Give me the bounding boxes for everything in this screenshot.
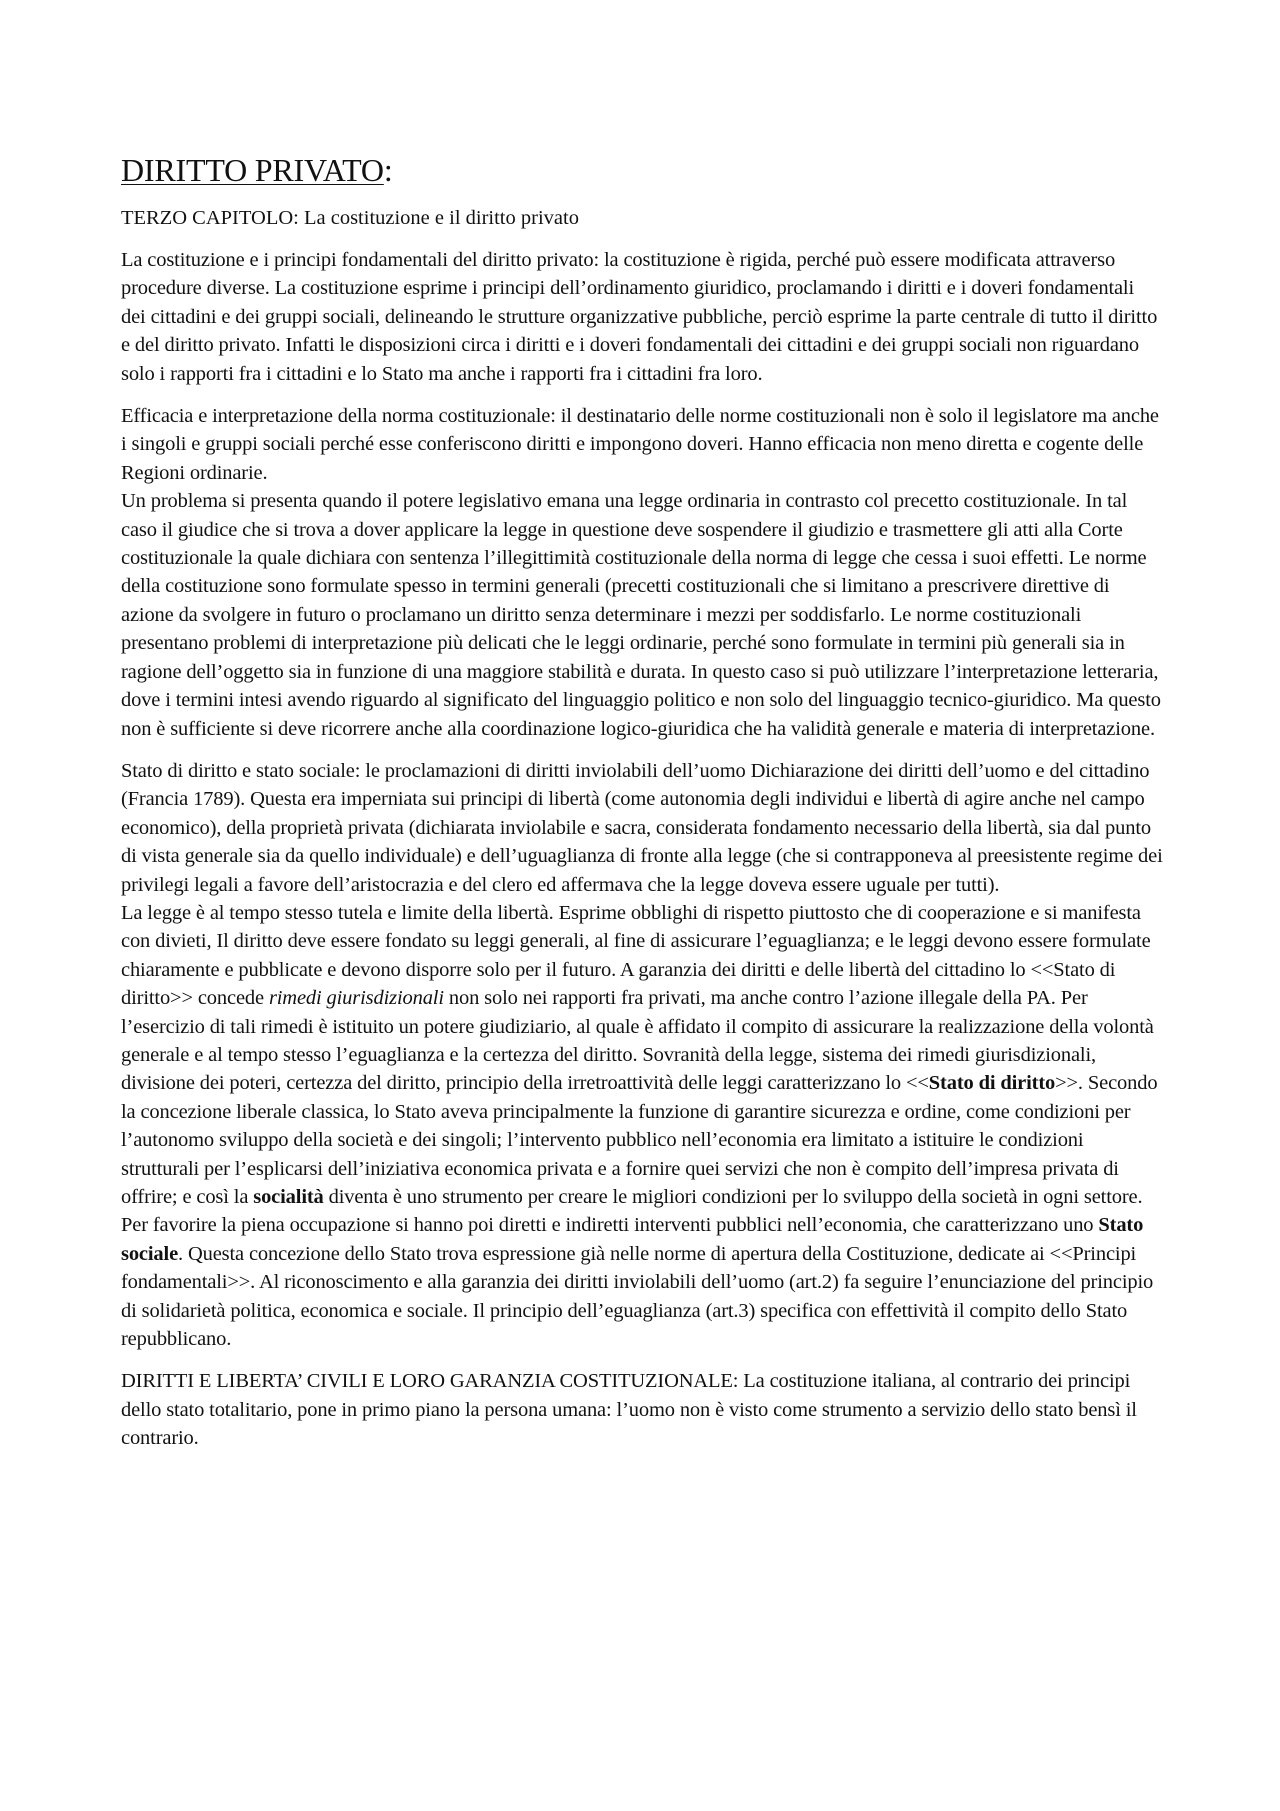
chapter-heading: TERZO CAPITOLO: La costituzione e il diritto privato xyxy=(121,207,579,229)
italic-term: rimedi giurisdizionali xyxy=(268,987,444,1010)
document-page xyxy=(121,150,1163,1467)
bold-term: Stato di diritto xyxy=(928,1072,1056,1095)
paragraph-costituzione-principi: La costituzione e i principi fondamentali del diritto privato: la costituzione è rigida, perché può essere modificata attraverso procedure diverse. La costituzione esprime i principi dell’ordinamento giuridico, proclamando i diritti e i doveri fondamentali dei cittadini e dei gruppi sociali, delineando le strutture organizzative pubbliche, perciò esprime la parte centrale di tutto il diritto e del diritto privato. Infatti le disposizioni circa i diritti e i doveri fondamentali dei cittadini e dei gruppi sociali non riguardano solo i rapporti fra i cittadini e lo Stato ma anche i rapporti fra i cittadini fra loro. xyxy=(121,249,1158,385)
text-run: >>. Secondo la concezione liberale classica, lo Stato aveva principalmente la funzione di garantire sicurezza e ordine, come condizioni per l’autonomo sviluppo della società e dei singoli; l’intervento pubblico nell’economia era limitato a istituire le condizioni strutturali per l’esplicarsi dell’iniziativa economica privata e a fornire quei servizi che non è compito dell’impresa privata di offrire; e così la xyxy=(121,1072,1158,1208)
page-title xyxy=(121,150,1163,190)
text-run: diventa è uno strumento per creare le migliori condizioni per lo sviluppo della società in ogni settore. xyxy=(323,1186,1143,1208)
paragraph-stato-sociale xyxy=(121,1211,1163,1353)
text-run: non solo nei rapporti fra privati, ma anche contro l’azione illegale della PA. Per l’esercizio di tali rimedi è istituito un potere giudiziario, al quale è affidato il compito di assicurare la realizzazione della volontà generale e al tempo stesso l’eguaglianza e la certezza del diritto. Sovranità della legge, sistema dei rimedi giurisdizionali, divisione dei poteri, certezza del diritto, principio della irretroattività delle leggi caratterizzano lo << xyxy=(121,987,1154,1095)
bold-term: socialità xyxy=(253,1186,324,1208)
page-title-colon: : xyxy=(383,152,393,188)
text-run: La legge è al tempo stesso tutela e limite della libertà. Esprime obblighi di rispetto piuttosto che di cooperazione e si manifesta con divieti, Il diritto deve essere fondato su leggi generali, al fine di assicurare l’eguaglianza; e le leggi devono essere formulate chiaramente e pubblicate e devono disporre solo per il futuro. A garanzia dei diritti e delle libertà del cittadino lo <<Stato di diritto>> concede xyxy=(121,901,1151,1010)
paragraph-efficacia-interpretazione: Efficacia e interpretazione della norma costituzionale: il destinatario delle norme costituzionali non è solo il legislatore ma anche i singoli e gruppi sociali perché esse conferiscono diritti e impongono doveri. Hanno efficacia non meno diretta e cogente delle Regioni ordinarie. xyxy=(121,405,1159,484)
bold-term: Stato sociale xyxy=(121,1214,1144,1265)
text-run: . Questa concezione dello Stato trova espressione già nelle norme di apertura della Costituzione, dedicate ai <<Principi fondamentali>>. Al riconoscimento e alla garanzia dei diritti inviolabili dell’uomo (art.2) fa seguire l’enunciazione del principio di solidarietà politica, economica e sociale. Il principio dell’eguaglianza (art.3) specifica con effettività il compito dello Stato repubblicano. xyxy=(121,1242,1154,1351)
page-title-text: DIRITTO PRIVATO xyxy=(121,152,384,188)
paragraph-stato-di-diritto: Stato di diritto e stato sociale: le proclamazioni di diritti inviolabili dell’uomo Dichiarazione dei diritti dell’uomo e del cittadino (Francia 1789). Questa era imperniata sui principi di libertà (come autonomia degli individui e libertà di agire anche nel campo economico), della proprietà privata (dichiarata inviolabile e sacra, considerata fondamento necessario della libertà, sia dal punto di vista generale sia da quello individuale) e dell’uguaglianza di fronte alla legge (che si contrapponeva al preesistente regime dei privilegi legali a favore dell’aristocrazia e del clero ed affermava che la legge doveva essere uguale per tutti). xyxy=(121,759,1163,896)
paragraph-legge-tutela xyxy=(121,899,1163,1211)
paragraph-problema-legislativo: Un problema si presenta quando il potere legislativo emana una legge ordinaria in contrasto col precetto costituzionale. In tal caso il giudice che si trova a dover applicare la legge in questione deve sospendere il giudizio e trasmettere gli atti alla Corte costituzionale la quale dichiara con sentenza l’illegittimità costituzionale della norma di legge che cessa i suoi effetti. Le norme della costituzione sono formulate spesso in termini generali (precetti costituzionali che si limitano a prescrivere direttive di azione da svolgere in futuro o proclamano un diritto senza determinare i mezzi per soddisfarlo. Le norme costituzionali presentano problemi di interpretazione più delicati che le leggi ordinarie, perché sono formulate in termini più generali sia in ragione dell’oggetto sia in funzione di una maggiore stabilità e durata. In questo caso si può utilizzare l’interpretazione letteraria, dove i termini intesi avendo riguardo al significato del linguaggio politico e non solo del linguaggio tecnico-giuridico. Ma questo non è sufficiente si deve ricorrere anche alla coordinazione logico-giuridica che ha validità generale e materia di interpretazione. xyxy=(121,490,1161,740)
paragraph-diritti-liberta-civili: DIRITTI E LIBERTA’ CIVILI E LORO GARANZIA COSTITUZIONALE: La costituzione italiana, al contrario dei principi dello stato totalitario, pone in primo piano la persona umana: l’uomo non è visto come strumento a servizio dello stato bensì il contrario. xyxy=(121,1370,1137,1450)
text-run: Per favorire la piena occupazione si hanno poi diretti e indiretti interventi pubblici nell’economia, che caratterizzano uno xyxy=(121,1214,1099,1237)
